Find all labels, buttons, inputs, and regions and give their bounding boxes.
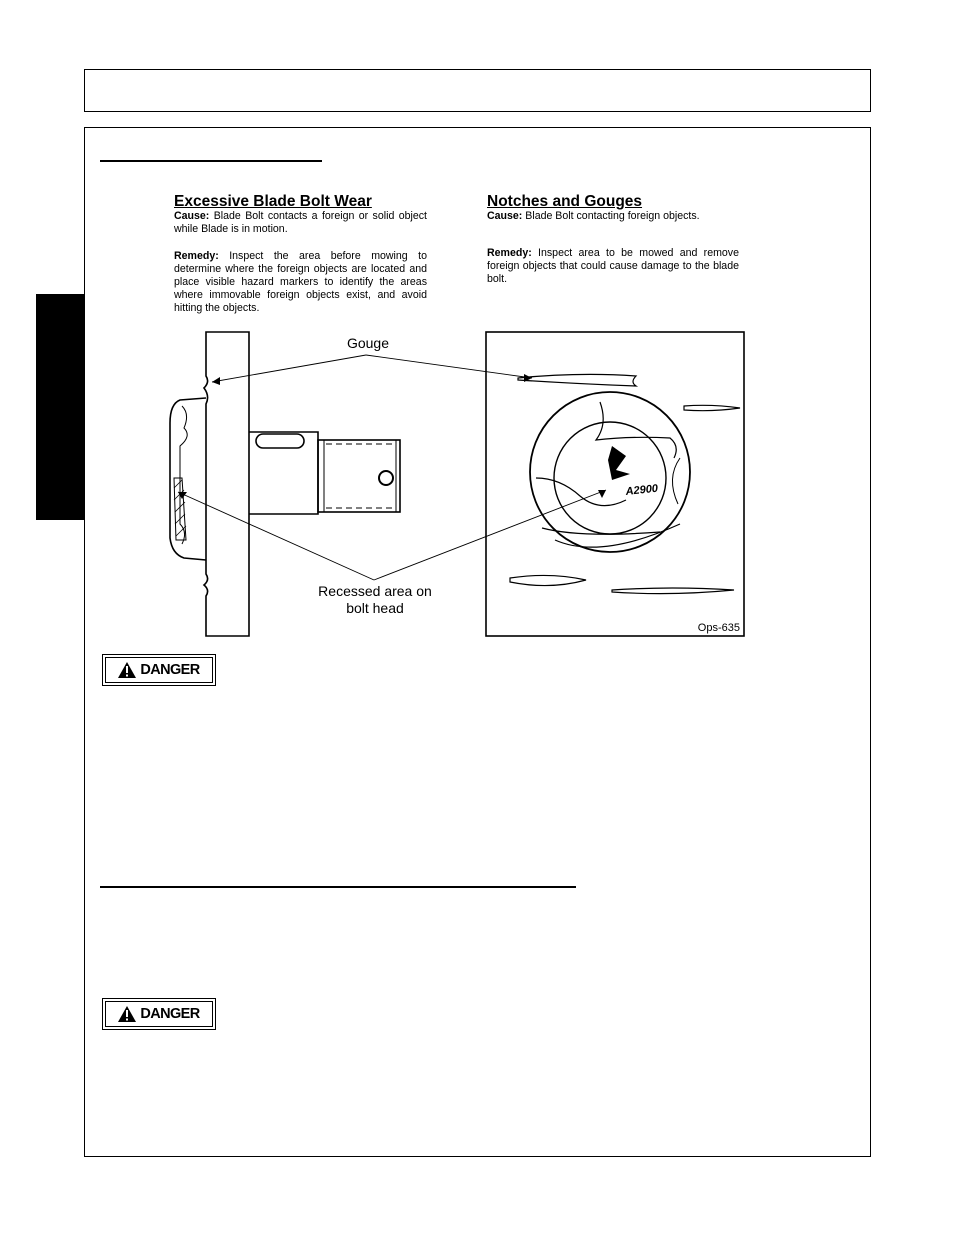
notches-gouges-title: Notches and Gouges (487, 193, 643, 210)
section-heading-rule-1 (100, 160, 322, 162)
section-tab (36, 294, 85, 520)
gouge-label: Gouge (346, 335, 390, 351)
danger-label-2: DANGER (102, 998, 216, 1030)
blade-bolt-illustration (160, 328, 760, 640)
page-header-box (84, 69, 871, 112)
notches-gouges-remedy: Remedy: Inspect area to be mowed and remove foreign objects that could cause damage to the blade bolt. (487, 247, 739, 285)
bolt-head-label: bolt head (346, 600, 404, 616)
figure-code: Ops-635 (697, 622, 740, 634)
section-heading-rule-2 (100, 886, 576, 888)
blade-bolt-wear-title: Excessive Blade Bolt Wear (174, 193, 372, 210)
blade-bolt-wear-cause: Cause: Blade Bolt contacts a foreign or solid object while Blade is in motion. (174, 210, 427, 235)
notches-gouges-column (487, 193, 739, 286)
danger-label-1: DANGER (102, 654, 216, 686)
blade-bolt-wear-column (174, 193, 427, 315)
notches-gouges-cause: Cause: Blade Bolt contacting foreign objects. (487, 210, 700, 222)
blade-bolt-wear-remedy: Remedy: Inspect the area before mowing to determine where the foreign objects are located and place visible hazard markers to identify the areas where immovable foreign objects exist, and avoid hitting the objects. (174, 250, 427, 314)
bolt-marking: A2900 (625, 482, 659, 498)
recessed-area-label: Recessed area on (318, 583, 432, 599)
